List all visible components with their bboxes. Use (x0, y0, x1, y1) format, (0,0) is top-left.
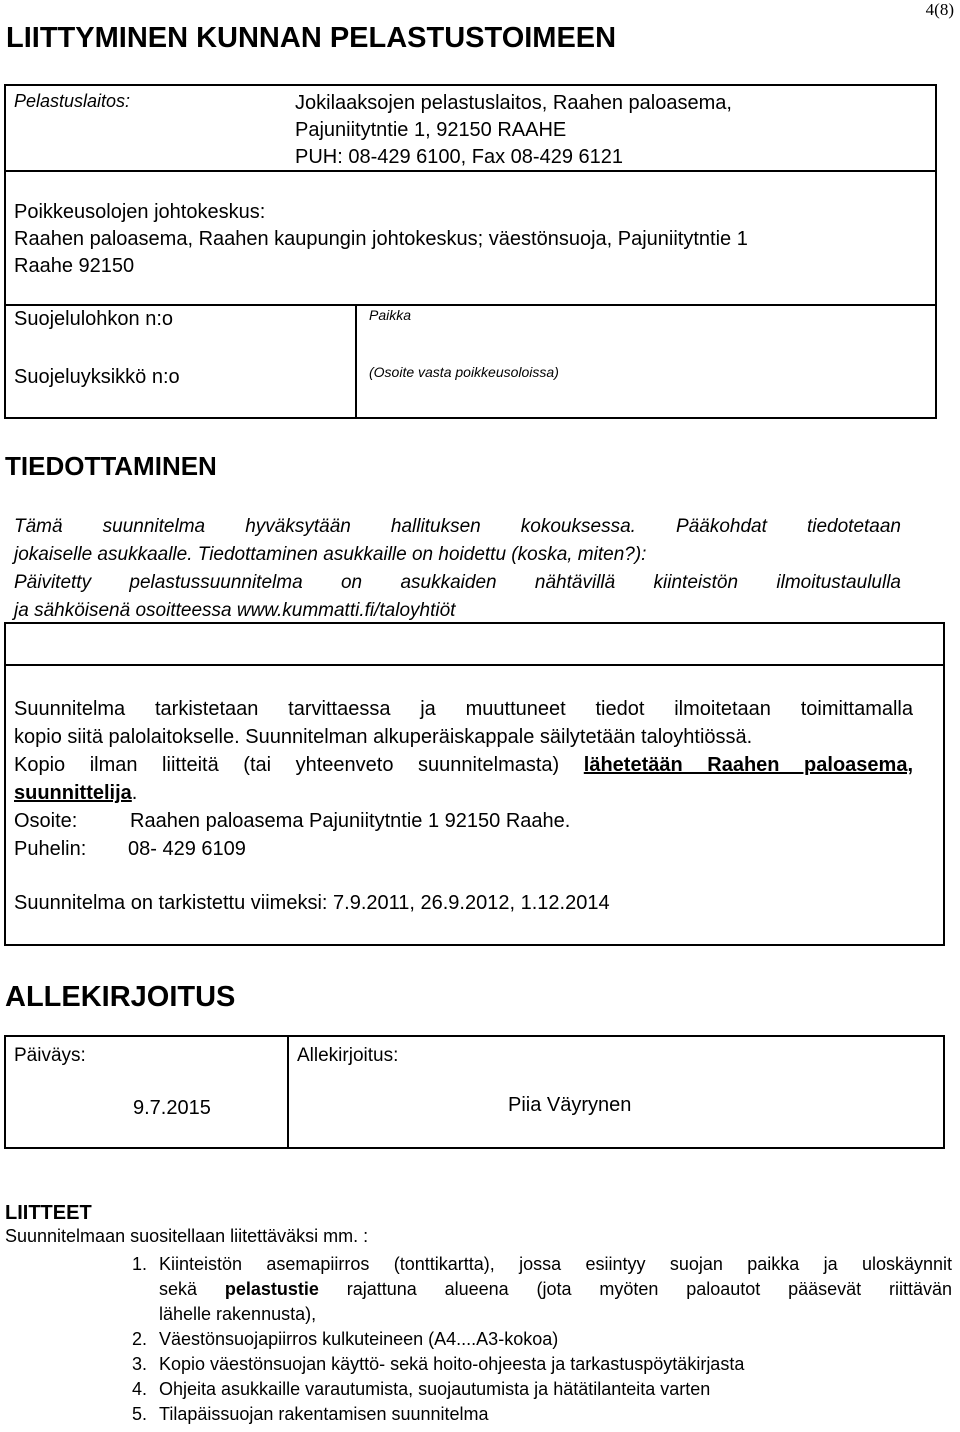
recipient-text: lähetetään Raahen paloasema, (583, 754, 914, 776)
protection-block-label: Suojelulohkon n:o (14, 308, 174, 330)
address-row (14, 807, 913, 835)
informing-heading: TIEDOTTAMINEN (5, 451, 217, 481)
list-number: 4. (132, 1379, 148, 1399)
command-center (14, 199, 748, 280)
page-number: 4(8) (925, 0, 954, 19)
list-item-line (159, 1277, 952, 1302)
phone-value: 08- 429 6109 (128, 838, 246, 860)
divider (4, 304, 937, 306)
review-line-text: . (131, 782, 138, 804)
list-item-text: Kopio väestönsuojan käyttö- sekä hoito-ohjeesta ja tarkastuspöytäkirjasta (159, 1354, 745, 1374)
place-label: Paikka (369, 307, 412, 323)
informing-line: Tämä suunnitelma hyväksytään hallituksen kokouksessa. Pääkohdat tiedotetaan (14, 516, 901, 537)
informing-line: Päivitetty pelastussuunnitelma on asukkaiden nähtävillä kiinteistön ilmoitustaululla (14, 572, 901, 593)
informing-line: jokaiselle asukkaalle. Tiedottaminen asukkaille on hoidettu (koska, miten?): (14, 544, 647, 565)
rescue-road-text: pelastustie (224, 1279, 319, 1299)
rescue-dept-address (295, 90, 732, 171)
list-item-text: Ohjeita asukkaille varautumista, suojautumista ja hätätilanteita varten (159, 1379, 711, 1399)
attachments-list (132, 1252, 952, 1427)
address-label: Osoite: (14, 810, 78, 832)
command-center-line: Raahe 92150 (14, 255, 135, 277)
list-item-text: rajattuna alueena (jota myöten paloautot pääsevät riittävän (318, 1279, 952, 1299)
page-title: LIITTYMINEN KUNNAN PELASTUSTOIMEEN (6, 22, 617, 54)
signature-value: Piia Väyrynen (508, 1094, 632, 1116)
phone-row (14, 835, 913, 863)
list-item (132, 1352, 952, 1377)
list-item (132, 1327, 952, 1352)
divider (287, 1035, 289, 1149)
signature-label: Allekirjoitus: (297, 1045, 399, 1066)
last-checked: Suunnitelma on tarkistettu viimeksi: 7.9.2011, 26.9.2012, 1.12.2014 (14, 892, 610, 914)
rescue-dept-line: Pajuniitytntie 1, 92150 RAAHE (295, 119, 567, 141)
informing-text (14, 513, 901, 625)
list-number: 2. (132, 1329, 148, 1349)
review-line (14, 751, 913, 779)
review-text (14, 695, 913, 863)
rescue-dept-line: PUH: 08-429 6100, Fax 08-429 6121 (295, 146, 623, 168)
list-item-text: Tilapäissuojan rakentamisen suunnitelma (159, 1404, 489, 1424)
review-line-text: Kopio ilman liitteitä (tai yhteenveto suunnitelmasta) (14, 754, 584, 776)
attachments-intro: Suunnitelmaan suositellaan liitettäväksi mm. : (5, 1226, 369, 1246)
phone-label: Puhelin: (14, 838, 87, 860)
protection-unit-label: Suojeluyksikkö n:o (14, 366, 180, 388)
recipient-role: suunnittelija (14, 782, 132, 804)
command-center-line: Raahen paloasema, Raahen kaupungin johtokeskus; väestönsuoja, Pajuniitytntie 1 (14, 228, 748, 250)
rescue-dept-line: Jokilaaksojen pelastuslaitos, Raahen paloasema, (295, 92, 732, 114)
date-label: Päiväys: (14, 1045, 86, 1066)
list-item-line: lähelle rakennusta), (159, 1304, 317, 1324)
informing-line: ja sähköisenä osoitteessa www.kummatti.fi/taloyhtiöt (14, 600, 456, 621)
divider (4, 664, 945, 666)
list-number: 3. (132, 1354, 148, 1374)
list-item (132, 1252, 952, 1327)
signature-box (4, 1035, 945, 1149)
list-item (132, 1402, 952, 1427)
review-line: Suunnitelma tarkistetaan tarvittaessa ja muuttuneet tiedot ilmoitetaan toimittamalla (14, 698, 913, 720)
list-item-line: Kiinteistön asemapiirros (tonttikartta), jossa esiintyy suojan paikka ja uloskäynnit (159, 1254, 952, 1274)
rescue-dept-label: Pelastuslaitos: (14, 91, 131, 111)
list-item (132, 1377, 952, 1402)
attachments-heading: LIITTEET (5, 1202, 92, 1224)
list-item-text: sekä (159, 1279, 225, 1299)
review-line: kopio siitä palolaitokselle. Suunnitelman alkuperäiskappale säilytetään taloyhtiössä. (14, 726, 753, 748)
list-number: 5. (132, 1404, 148, 1424)
list-item-text: Väestönsuojapiirros kulkuteineen (A4....A3-kokoa) (159, 1329, 559, 1349)
date-value: 9.7.2015 (133, 1097, 211, 1119)
divider (355, 304, 357, 419)
command-center-label: Poikkeusolojen johtokeskus: (14, 201, 266, 223)
address-note: (Osoite vasta poikkeusoloissa) (369, 364, 559, 380)
list-number: 1. (132, 1254, 148, 1274)
address-value: Raahen paloasema Pajuniitytntie 1 92150 Raahe. (130, 810, 571, 832)
review-line (14, 779, 913, 807)
signature-heading: ALLEKIRJOITUS (5, 981, 236, 1013)
